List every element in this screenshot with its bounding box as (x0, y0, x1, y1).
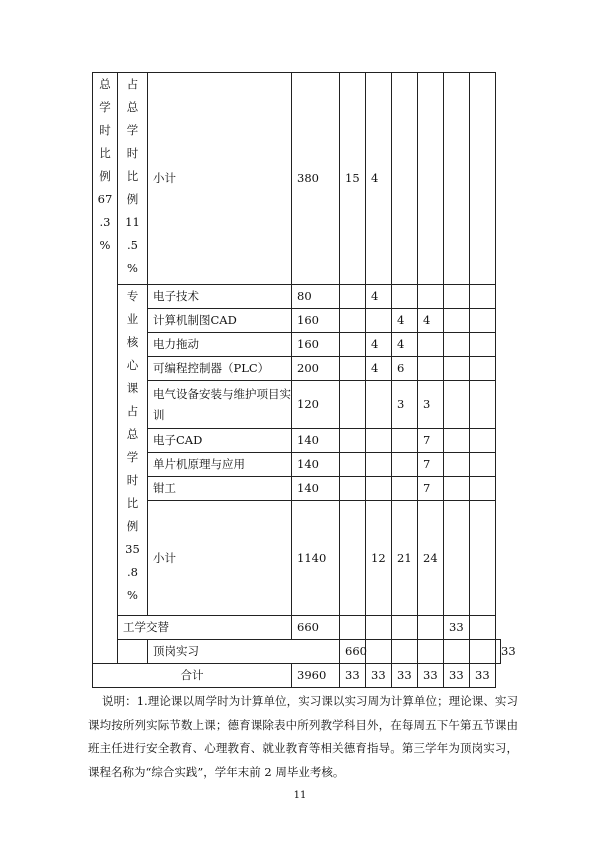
course-name: 顶岗实习 (148, 640, 340, 664)
term-3: 33 (392, 664, 418, 688)
course-name: 小计 (148, 73, 292, 285)
outer-label-char: 学 (99, 100, 111, 114)
term-6 (470, 73, 496, 285)
term-3: 21 (392, 501, 418, 616)
course-name: 工学交替 (118, 616, 292, 640)
course-name: 单片机原理与应用 (148, 453, 292, 477)
term-4 (418, 73, 444, 285)
pub-label-char: % (127, 261, 138, 275)
term-3 (392, 285, 418, 309)
term-2 (366, 429, 392, 453)
outer-label-char: 总 (99, 77, 111, 91)
table-row (93, 453, 501, 477)
term-1: 33 (340, 664, 366, 688)
hours: 140 (292, 453, 340, 477)
term-5 (444, 333, 470, 357)
table-row (93, 477, 501, 501)
hours: 80 (292, 285, 340, 309)
term-4: 7 (418, 429, 444, 453)
course-name: 电子技术 (148, 285, 292, 309)
term-6 (470, 381, 496, 429)
term-2: 4 (366, 357, 392, 381)
hours: 120 (292, 381, 340, 429)
term-4 (444, 640, 470, 664)
term-1 (340, 453, 366, 477)
table-row (93, 285, 501, 309)
term-6 (470, 429, 496, 453)
term-4 (418, 357, 444, 381)
term-6 (470, 453, 496, 477)
core-label-char: 心 (126, 358, 139, 372)
term-5: 33 (444, 664, 470, 688)
pub-label-char: 学 (126, 123, 139, 137)
curriculum-table (92, 72, 516, 688)
table-row (93, 333, 501, 357)
term-4 (418, 285, 444, 309)
table-row-total (93, 664, 501, 688)
term-3 (392, 616, 418, 640)
term-5 (444, 357, 470, 381)
outer-label-char: .3 (99, 215, 111, 229)
table-row (93, 357, 501, 381)
term-5 (444, 501, 470, 616)
public-course-ratio-label (118, 73, 148, 285)
hours: 160 (292, 309, 340, 333)
hours: 160 (292, 333, 340, 357)
term-2 (366, 477, 392, 501)
term-6 (470, 285, 496, 309)
term-2: 4 (366, 73, 392, 285)
term-4: 7 (418, 477, 444, 501)
core-label-char: 专 (126, 289, 139, 303)
term-6 (470, 309, 496, 333)
core-course-ratio-label (118, 285, 148, 616)
term-2: 33 (366, 664, 392, 688)
term-4 (418, 333, 444, 357)
course-name: 小计 (148, 501, 292, 616)
core-label-char: 核 (126, 335, 139, 349)
term-3 (392, 429, 418, 453)
core-label-char: 总 (126, 427, 139, 441)
term-5 (444, 73, 470, 285)
term-1 (340, 333, 366, 357)
term-4: 33 (418, 664, 444, 688)
term-6 (470, 333, 496, 357)
hours: 200 (292, 357, 340, 381)
term-6 (470, 477, 496, 501)
pub-label-char: .5 (127, 238, 138, 252)
table-row (93, 309, 501, 333)
course-name: 可编程控制器（PLC） (148, 357, 292, 381)
term-2 (392, 640, 418, 664)
term-6 (470, 357, 496, 381)
term-5: 33 (444, 616, 470, 640)
blank-cell (118, 640, 148, 664)
outer-label-char: 例 (99, 169, 111, 183)
hours: 1140 (292, 501, 340, 616)
hours: 140 (292, 477, 340, 501)
course-name: 电子CAD (148, 429, 292, 453)
pub-label-char: 时 (126, 146, 139, 160)
pub-label-char: 比 (126, 169, 139, 183)
hours: 3960 (292, 664, 340, 688)
core-label-char: .8 (127, 565, 138, 579)
term-3 (392, 453, 418, 477)
core-label-char: 课 (126, 381, 139, 395)
term-3: 6 (392, 357, 418, 381)
term-3 (392, 73, 418, 285)
term-3 (418, 640, 444, 664)
core-label-char: 时 (126, 473, 139, 487)
term-1: 15 (340, 73, 366, 285)
pub-label-char: 占 (126, 77, 139, 91)
term-5 (444, 477, 470, 501)
term-1 (366, 640, 392, 664)
core-label-char: 例 (126, 519, 139, 533)
term-6: 33 (496, 640, 501, 664)
term-2: 4 (366, 333, 392, 357)
term-5 (470, 640, 496, 664)
term-4 (418, 616, 444, 640)
term-1 (340, 477, 366, 501)
core-label-char: 35 (125, 542, 140, 556)
hours: 660 (292, 616, 340, 640)
course-name: 电力拖动 (148, 333, 292, 357)
term-6 (470, 501, 496, 616)
pub-label-char: 11 (125, 215, 140, 229)
course-name: 合计 (93, 664, 292, 688)
term-1 (340, 616, 366, 640)
outer-label-char: 67 (97, 192, 113, 206)
term-3: 4 (392, 309, 418, 333)
table-note: 说明：1.理论课以周学时为计算单位，实习课以实习周为计算单位；理论课、实习课均按所列实际节数上课；德育课除表中所列教学科目外，在每周五下午第五节课由班主任进行安全教育、心理教育、就业教育等相关德育指导。第三学年为顶岗实习，课程名称为“综合实践”，学年末前 2 周毕业考核。 (88, 694, 518, 779)
term-1 (340, 285, 366, 309)
term-3: 3 (392, 381, 418, 429)
term-4: 3 (418, 381, 444, 429)
table-row-work-study (93, 616, 501, 640)
outer-label-char: % (99, 238, 111, 252)
term-2: 4 (366, 285, 392, 309)
term-2 (366, 616, 392, 640)
table-row-pub-subtotal (93, 73, 501, 285)
term-1 (340, 357, 366, 381)
term-1 (340, 501, 366, 616)
term-5 (444, 453, 470, 477)
term-5 (444, 285, 470, 309)
term-6 (470, 616, 496, 640)
term-2 (366, 381, 392, 429)
core-label-char: 比 (126, 496, 139, 510)
term-1 (340, 429, 366, 453)
table-row (93, 381, 501, 429)
term-4: 24 (418, 501, 444, 616)
hours: 660 (340, 640, 366, 664)
course-name: 电气设备安装与维护项目实训 (148, 381, 292, 429)
core-label-char: 占 (126, 404, 139, 418)
term-2: 12 (366, 501, 392, 616)
pub-label-char: 例 (126, 192, 139, 206)
course-name: 钳工 (148, 477, 292, 501)
term-5 (444, 429, 470, 453)
course-name: 计算机制图CAD (148, 309, 292, 333)
term-5 (444, 381, 470, 429)
term-2 (366, 453, 392, 477)
core-label-char: % (127, 588, 138, 602)
outer-ratio-label (93, 73, 118, 664)
term-2 (366, 309, 392, 333)
table-row-internship (93, 640, 501, 664)
page-number: 11 (293, 790, 307, 801)
outer-label-char: 时 (99, 123, 111, 137)
pub-label-char: 总 (126, 100, 139, 114)
term-6: 33 (470, 664, 496, 688)
term-3 (392, 477, 418, 501)
term-3: 4 (392, 333, 418, 357)
core-label-char: 业 (126, 312, 139, 326)
table-row (93, 429, 501, 453)
outer-label-char: 比 (99, 146, 111, 160)
table-row-core-subtotal (93, 501, 501, 616)
core-label-char: 学 (126, 450, 139, 464)
term-4: 4 (418, 309, 444, 333)
term-5 (444, 309, 470, 333)
hours: 380 (292, 73, 340, 285)
hours: 140 (292, 429, 340, 453)
term-1 (340, 381, 366, 429)
term-1 (340, 309, 366, 333)
term-4: 7 (418, 453, 444, 477)
